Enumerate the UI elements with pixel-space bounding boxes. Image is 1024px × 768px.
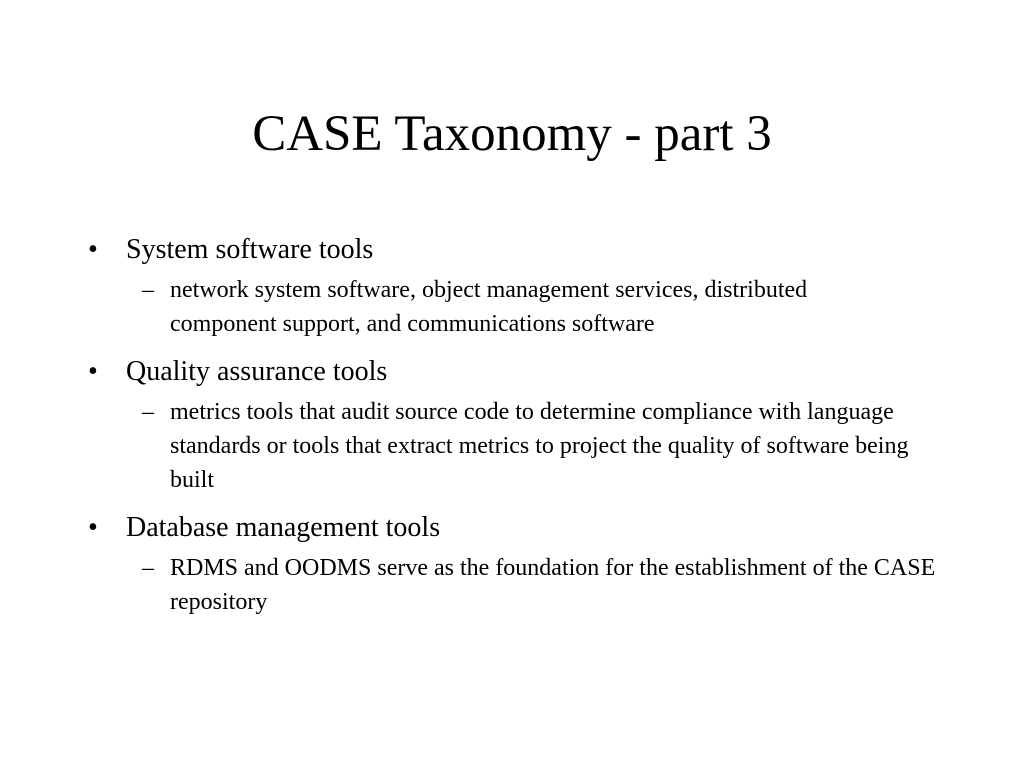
sub-bullet-text: RDMS and OODMS serve as the foundation for the establishment of the CASE repository	[170, 555, 936, 615]
bullet-heading-text: Database management tools	[126, 512, 441, 543]
sub-bullet	[88, 395, 930, 497]
dash-icon: –	[142, 555, 154, 581]
sub-bullet	[88, 273, 850, 341]
list-item	[88, 507, 948, 619]
slide-title: CASE Taxonomy - part 3	[252, 106, 772, 162]
bullet-icon: •	[88, 512, 98, 543]
dash-icon: –	[142, 277, 154, 303]
bullet-heading-text: System software tools	[126, 234, 374, 265]
sub-bullet-text: network system software, object management services, distributed component support, and communications software	[170, 277, 808, 337]
sub-bullet-text: metrics tools that audit source code to determine compliance with language standards or tools that extract metrics to project the quality of software being built	[170, 399, 909, 493]
sub-bullet	[88, 551, 940, 619]
bullet-icon: •	[88, 356, 98, 387]
bullet-icon: •	[88, 234, 98, 265]
bullet-heading	[88, 351, 948, 393]
bullet-list	[88, 229, 948, 619]
list-item	[88, 229, 948, 341]
bullet-heading	[88, 507, 948, 549]
bullet-heading	[88, 229, 948, 271]
dash-icon: –	[142, 399, 154, 425]
list-item	[88, 351, 948, 497]
bullet-heading-text: Quality assurance tools	[126, 356, 388, 387]
